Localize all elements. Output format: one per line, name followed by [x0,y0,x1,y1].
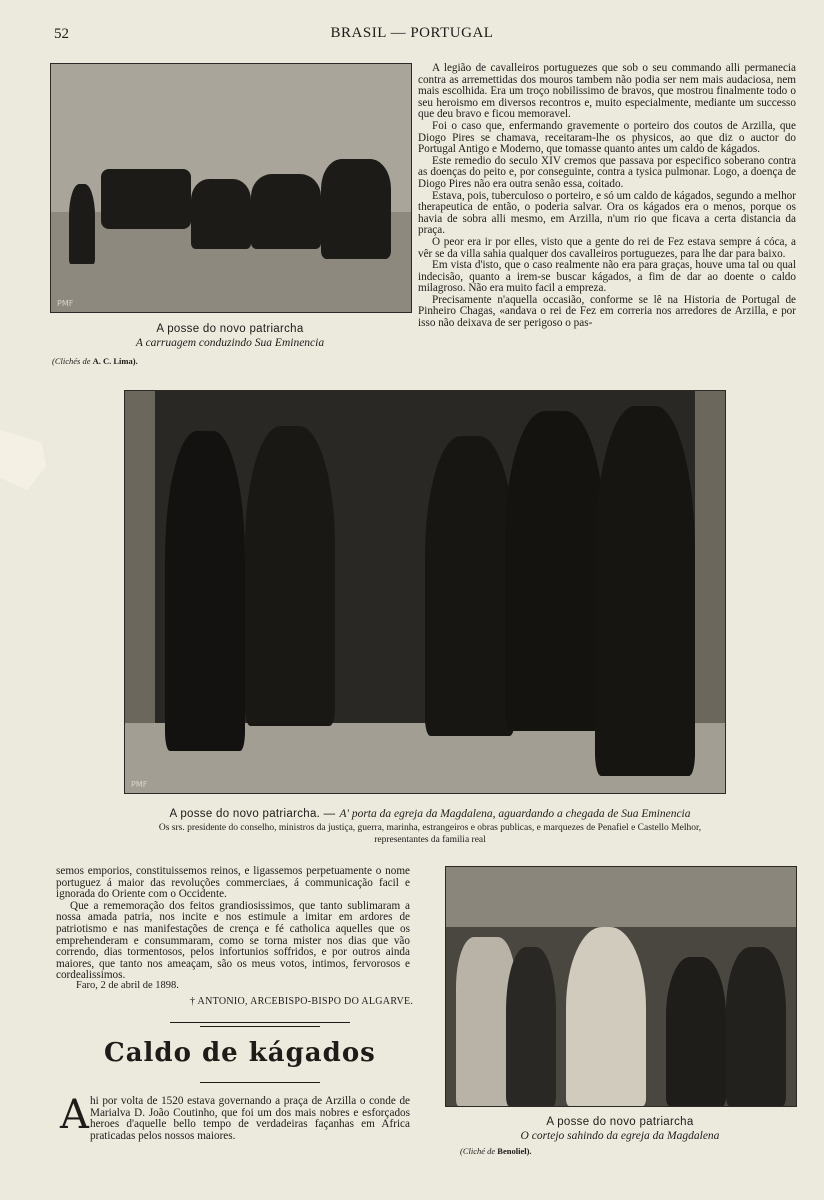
figure2-description-cont: representantes da familia real [374,834,486,845]
author-signature: † ANTONIO, ARCEBISPO-BISPO DO ALGARVE. [190,996,414,1007]
paragraph: semos emporios, constituissemos reinos, e ligassemos perpetuamente o nome portuguez á maior das revoluções commerciaes, á communicação facil e ignorada do Oriente com o Occidente. [56,865,410,901]
place-date: Faro, 2 de abril de 1898. [76,980,179,991]
page-number: 52 [54,26,69,42]
carriage-photo [50,63,412,313]
paragraph: O peor era ir por elles, visto que a gente do rei de Fez estava sempre á cóca, a vêr se da villa sahia qualquer dos cavalleiros portuguezes, para lhe dar para baixo. [418,235,796,260]
figure3-credit: (Cliché de Benoliel). [460,1146,532,1156]
figure2-caption [80,803,780,847]
paragraph: Foi o caso que, enfermando gravemente o porteiro dos coutos de Arzilla, que Diogo Pires se chamava, receitaram-lhe os physicos, ao que diz o auctor do Portugal Antigo e Moderno, que tomasse quanto antes um caldo de kágados. [418,119,796,156]
article-lead: hi por volta de 1520 estava governando a praça de Arzilla o conde de Marialva D. João Coutinho, que foi um dos mais nobres e esforçados heroes d'aquelle bello tempo de verdadeiras façanhas em Africa praticadas pelos nossos maiores. [90,1095,410,1142]
figure3-title: A posse do novo patriarcha [546,1116,694,1128]
article-title: Caldo de kágados [104,1038,376,1068]
figure2-description: Os srs. presidente do conselho, ministros da justiça, guerra, marinha, estrangeiros e obras publicas, e marquezes de Penafiel e Castello Melhor, [158,823,702,833]
figure2-title: A posse do novo patriarcha. — [169,808,336,820]
paper-tear [0,430,46,490]
figure1-subtitle: A carruagem conduzindo Sua Eminencia [135,337,325,350]
photographer-mark: PMF [131,780,148,789]
divider [170,1022,350,1023]
figure1-credit: (Clichés de A. C. Lima). [52,356,138,366]
drop-cap: A [60,1092,89,1138]
paragraph: Precisamente n'aquella occasião, conforme se lê na Historia de Portugal de Pinheiro Chagas, «andava o rei de Fez em correria nos arredores de Arzilla, e por isso não deixava de ser perigoso o pas- [418,293,796,330]
photographer-mark: PMF [57,299,74,308]
paragraph: Este remedio do seculo XIV cremos que passava por especifico soberano contra as doenças do peito e, por conseguinte, contra a tysica pulmonar. Logo, a doença de Diogo Pires não era outra senão essa, coitado. [418,154,796,190]
paragraph: Em vista d'isto, que o caso realmente não era para graças, houve uma tal ou qual indecisão, quanto a irem-se buscar kágados, a fim de dar ao doente o caldo milagroso. Não era muito facil a empreza. [418,259,796,295]
paragraph: A legião de cavalleiros portuguezes que sob o seu commando alli permanecia contra as arremettidas dos mouros tambem não podia ser nem mais audaciosa, nem mais escolhida. Era um troço nobilissimo de bravos, que mostrou finalmente todo o seu heroismo em diversos recontros e, muito especialmente, mediante um successo que deu bravo e ficou memoravel. [418,62,796,121]
paragraph: Estava, pois, tuberculoso o porteiro, e só um caldo de kágados, segundo a melhor therapeutica de então, o poderia salvar. Ora os kágados era o menos, porque os havia de sobra alli mesmo, em Arzilla, n'um rio que ficava a certa distancia da praça. [418,189,796,237]
figure3-subtitle: O cortejo sahindo da egreja da Magdalena [520,1130,720,1143]
figure1-title: A posse do novo patriarcha [156,323,304,335]
paragraph: Que a rememoração dos feitos grandiosissimos, que tanto sublimaram a nossa amada patria, nos incite e nos estimule a imitar em ardores de patriotismo e nas manifestações de crença e fé catholica aquelles que os emprehenderam e consummaram, como se torna mister nos dias que vão correndo, dias tormentosos, pelos infortunios soffridos, e por outros ainda maiores, que tanto nos ameaçam, são os meus votos, intimos, fervorosos e cordealissimos. [56,899,410,982]
figure3-caption [445,1115,795,1144]
divider [200,1026,320,1027]
procession-photo [445,866,797,1107]
article-column-left [56,866,410,982]
church-door-photo [124,390,726,794]
article-column-right [418,63,796,330]
figure1-caption [50,322,410,351]
divider [200,1082,320,1083]
figure2-subtitle: A' porta da egreja da Magdalena, aguardando a chegada de Sua Eminencia [339,808,691,820]
running-title: BRASIL — PORTUGAL [330,25,494,41]
